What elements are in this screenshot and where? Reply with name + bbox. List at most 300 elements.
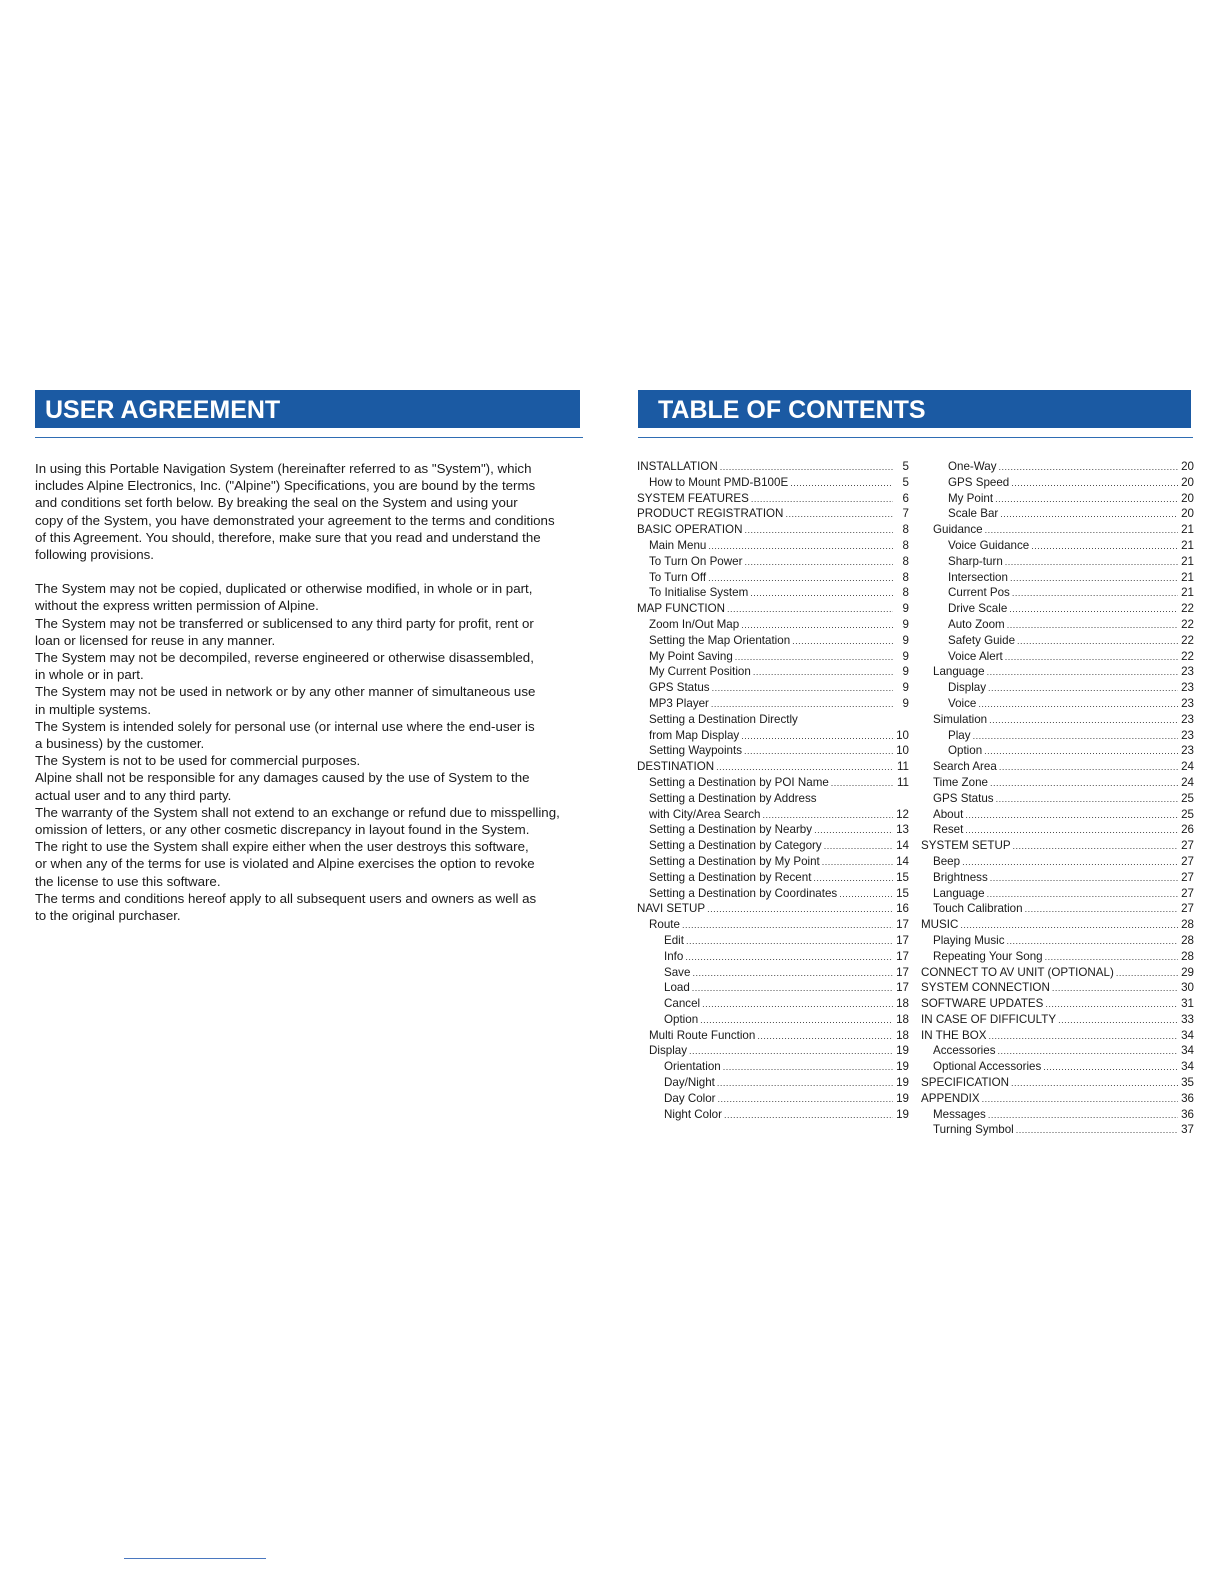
agreement-line: The System may not be copied, duplicated or otherwise modified, in whole or in part, (35, 581, 533, 597)
toc-entry[interactable] (637, 712, 909, 728)
agreement-line: in multiple systems. (35, 701, 152, 717)
toc-entry-page: 19 (896, 1044, 909, 1058)
toc-entry-label: Setting a Destination by Recent (649, 870, 812, 884)
toc-entry-page: 17 (896, 918, 909, 932)
toc-entry-page: 19 (896, 1060, 909, 1074)
toc-entry-page: 28 (1181, 949, 1194, 963)
agreement-line: includes Alpine Electronics, Inc. ("Alpine") Specifications, you are bound by the terms (35, 478, 536, 494)
toc-entry[interactable] (921, 917, 1194, 933)
toc-entry[interactable] (637, 601, 909, 617)
toc-entry-label: Setting a Destination by My Point (649, 854, 820, 868)
toc-entry-page: 27 (1181, 854, 1194, 868)
toc-leader-dots (1011, 476, 1178, 492)
toc-entry[interactable] (921, 822, 1194, 838)
toc-entry[interactable] (921, 933, 1194, 949)
toc-leader-dots (700, 1013, 893, 1029)
table-of-contents-heading: TABLE OF CONTENTS (638, 390, 1191, 428)
agreement-line: The System is intended solely for personal use (or internal use where the end-user is (35, 718, 535, 734)
toc-entry[interactable] (921, 633, 1194, 649)
toc-leader-dots (960, 918, 1178, 934)
toc-column-left (637, 459, 909, 1122)
toc-entry-page: 19 (896, 1091, 909, 1105)
toc-entry-page: 19 (896, 1076, 909, 1090)
toc-entry[interactable] (921, 838, 1194, 854)
toc-entry-page: 36 (1181, 1091, 1194, 1105)
toc-entry-label: My Point Saving (649, 649, 733, 663)
toc-leader-dots (727, 602, 893, 618)
toc-entry[interactable] (921, 1012, 1194, 1028)
toc-leader-dots (984, 744, 1178, 760)
agreement-line: without the express written permission of Alpine. (35, 598, 319, 614)
toc-entry-page: 17 (896, 981, 909, 995)
toc-leader-dots (1000, 507, 1178, 523)
toc-entry-page: 22 (1181, 649, 1194, 663)
toc-leader-dots (792, 634, 893, 650)
toc-entry-page: 9 (902, 681, 909, 695)
toc-entry[interactable] (921, 696, 1194, 712)
toc-entry[interactable] (637, 949, 909, 965)
toc-entry[interactable] (921, 949, 1194, 965)
toc-leader-dots (989, 713, 1178, 729)
toc-entry-label: BASIC OPERATION (637, 523, 743, 537)
toc-entry[interactable] (637, 728, 909, 744)
toc-entry[interactable] (637, 1028, 909, 1044)
toc-leader-dots (990, 871, 1178, 887)
toc-leader-dots (1058, 1013, 1178, 1029)
toc-entry-label: GPS Status (649, 681, 710, 695)
toc-leader-dots (720, 460, 893, 476)
toc-entry-page: 21 (1181, 523, 1194, 537)
toc-entry-label: Voice (948, 696, 977, 710)
toc-entry-page: 25 (1181, 791, 1194, 805)
toc-entry-label: Info (664, 949, 684, 963)
toc-leader-dots (1031, 539, 1178, 555)
toc-entry-label: Simulation (933, 712, 988, 726)
toc-entry[interactable] (921, 775, 1194, 791)
toc-leader-dots (741, 729, 893, 745)
toc-leader-dots (1025, 902, 1178, 918)
toc-entry-page: 18 (896, 997, 909, 1011)
toc-entry[interactable] (921, 1075, 1194, 1091)
toc-leader-dots (965, 823, 1178, 839)
toc-entry[interactable] (637, 633, 909, 649)
toc-entry-label: INSTALLATION (637, 460, 718, 473)
toc-entry-label: Setting a Destination by Coordinates (649, 886, 838, 900)
toc-entry-label: Play (948, 728, 971, 742)
toc-leader-dots (744, 555, 893, 571)
toc-entry[interactable] (637, 1107, 909, 1123)
toc-entry[interactable] (637, 664, 909, 680)
toc-leader-dots (978, 697, 1178, 713)
user-agreement-body (35, 460, 585, 924)
toc-entry[interactable] (921, 712, 1194, 728)
toc-entry-label: from Map Display (649, 728, 740, 742)
toc-entry-page: 24 (1181, 775, 1194, 789)
toc-entry-page: 26 (1181, 823, 1194, 837)
toc-leader-dots (1045, 997, 1178, 1013)
toc-leader-dots (692, 981, 893, 997)
toc-entry-page: 8 (902, 523, 909, 537)
toc-entry-page: 21 (1181, 586, 1194, 600)
toc-entry[interactable] (921, 791, 1194, 807)
toc-entry-page: 11 (896, 775, 909, 789)
toc-entry[interactable] (637, 1091, 909, 1107)
toc-entry[interactable] (637, 1043, 909, 1059)
toc-leader-dots (995, 492, 1178, 508)
agreement-intro (35, 460, 585, 563)
toc-leader-dots (716, 760, 893, 776)
toc-entry-page: 28 (1181, 918, 1194, 932)
toc-entry[interactable] (637, 459, 909, 475)
toc-entry-label: APPENDIX (921, 1091, 980, 1105)
toc-entry-label: Beep (933, 854, 961, 868)
toc-entry[interactable] (921, 886, 1194, 902)
toc-entry-page: 23 (1181, 744, 1194, 758)
toc-entry-page: 14 (896, 854, 909, 868)
agreement-provisions (35, 580, 585, 924)
toc-leader-dots (982, 1092, 1178, 1108)
toc-leader-dots (757, 1029, 893, 1045)
toc-entry-page: 30 (1181, 981, 1194, 995)
toc-entry-page: 13 (896, 823, 909, 837)
toc-entry-label: Scale Bar (948, 507, 999, 521)
toc-entry-label: Option (948, 744, 983, 758)
toc-entry-label: Setting Waypoints (649, 744, 743, 758)
toc-entry[interactable] (637, 570, 909, 586)
toc-entry-label: MUSIC (921, 918, 959, 932)
toc-entry-page: 27 (1181, 839, 1194, 853)
toc-entry-label: IN CASE OF DIFFICULTY (921, 1012, 1057, 1026)
toc-leader-dots (790, 476, 893, 492)
toc-entry[interactable] (637, 980, 909, 996)
toc-leader-dots (965, 808, 1178, 824)
toc-entry[interactable] (637, 522, 909, 538)
toc-entry[interactable] (637, 617, 909, 633)
toc-entry-label: Guidance (933, 523, 983, 537)
toc-column-right (921, 459, 1194, 1138)
toc-entry-page: 15 (896, 870, 909, 884)
toc-leader-dots (708, 571, 893, 587)
toc-entry-label: My Point (948, 491, 994, 505)
agreement-line: and conditions set forth below. By breaking the seal on the System and using your (35, 495, 518, 511)
agreement-line: copy of the System, you have demonstrated your agreement to the terms and conditions (35, 512, 555, 528)
toc-entry-label: Night Color (664, 1107, 722, 1121)
toc-entry-label: MP3 Player (649, 696, 709, 710)
toc-entry-page: 23 (1181, 712, 1194, 726)
toc-entry-page: 9 (902, 617, 909, 631)
toc-entry-label: GPS Speed (948, 475, 1010, 489)
toc-entry[interactable] (921, 459, 1194, 475)
toc-entry-label: Touch Calibration (933, 902, 1023, 916)
toc-leader-dots (985, 523, 1178, 539)
toc-entry-label: Language (933, 886, 985, 900)
toc-leader-dots (702, 997, 893, 1013)
toc-entry-page: 18 (896, 1028, 909, 1042)
toc-entry-label: Main Menu (649, 538, 707, 552)
toc-entry-label: Intersection (948, 570, 1008, 584)
toc-entry-label: Option (664, 1012, 699, 1026)
toc-entry-page: 9 (902, 649, 909, 663)
toc-entry[interactable] (921, 854, 1194, 870)
toc-entry[interactable] (637, 807, 909, 823)
agreement-line: Alpine shall not be responsible for any damages caused by the use of System to the (35, 770, 530, 786)
toc-entry-page: 23 (1181, 696, 1194, 710)
toc-entry-label: MAP FUNCTION (637, 602, 726, 616)
toc-entry-label: Drive Scale (948, 602, 1008, 616)
toc-leader-dots (839, 887, 893, 903)
toc-entry[interactable] (921, 1059, 1194, 1075)
toc-entry[interactable] (637, 506, 909, 522)
toc-entry-page: 15 (896, 886, 909, 900)
toc-entry[interactable] (637, 585, 909, 601)
toc-entry[interactable] (637, 1075, 909, 1091)
agreement-line: to the original purchaser. (35, 908, 181, 924)
toc-entry-label: My Current Position (649, 665, 751, 679)
user-agreement-divider (35, 437, 583, 438)
table-of-contents-divider (638, 437, 1193, 438)
agreement-line: loan or licensed for reuse in any manner. (35, 632, 276, 648)
toc-entry[interactable] (637, 649, 909, 665)
toc-entry[interactable] (637, 870, 909, 886)
toc-entry-label: Voice Guidance (948, 538, 1030, 552)
toc-entry[interactable] (921, 1107, 1194, 1123)
toc-entry[interactable] (921, 585, 1194, 601)
toc-entry-page: 8 (902, 570, 909, 584)
toc-entry-label: Search Area (933, 760, 997, 774)
toc-entry-page: 20 (1181, 491, 1194, 505)
toc-leader-dots (1009, 602, 1178, 618)
agreement-line: The System may not be transferred or sublicensed to any third party for profit, rent or (35, 615, 534, 631)
toc-entry[interactable] (921, 554, 1194, 570)
toc-entry-label: Turning Symbol (933, 1123, 1014, 1137)
toc-entry-page: 27 (1181, 902, 1194, 916)
toc-leader-dots (686, 934, 893, 950)
toc-entry[interactable] (637, 965, 909, 981)
toc-entry[interactable] (637, 475, 909, 491)
toc-entry-page: 6 (902, 491, 909, 505)
toc-entry[interactable] (637, 680, 909, 696)
toc-entry-page: 36 (1181, 1107, 1194, 1121)
agreement-line: The warranty of the System shall not extend to an exchange or refund due to misspelling, (35, 804, 560, 820)
toc-leader-dots (1007, 618, 1178, 634)
toc-entry[interactable] (637, 791, 909, 807)
toc-leader-dots (724, 1108, 893, 1124)
toc-leader-dots (1007, 934, 1178, 950)
toc-entry[interactable] (921, 901, 1194, 917)
toc-entry-label: Display (948, 681, 987, 695)
toc-entry[interactable] (637, 696, 909, 712)
toc-entry-page: 11 (896, 760, 909, 774)
toc-entry-page: 31 (1181, 997, 1194, 1011)
toc-entry[interactable] (921, 475, 1194, 491)
toc-entry[interactable] (921, 807, 1194, 823)
toc-entry-label: Load (664, 981, 690, 995)
toc-entry[interactable] (921, 965, 1194, 981)
toc-entry[interactable] (637, 822, 909, 838)
toc-entry[interactable] (921, 570, 1194, 586)
toc-leader-dots (1010, 571, 1178, 587)
toc-entry-page: 34 (1181, 1060, 1194, 1074)
toc-leader-dots (988, 681, 1178, 697)
toc-entry[interactable] (921, 980, 1194, 996)
toc-entry-label: Route (649, 918, 680, 932)
toc-leader-dots (744, 523, 893, 539)
toc-entry-label: Auto Zoom (948, 617, 1005, 631)
toc-entry[interactable] (637, 838, 909, 854)
toc-entry[interactable] (637, 743, 909, 759)
toc-entry-page: 8 (902, 554, 909, 568)
toc-entry-page: 16 (896, 902, 909, 916)
toc-leader-dots (996, 792, 1178, 808)
toc-entry[interactable] (921, 680, 1194, 696)
toc-entry[interactable] (637, 886, 909, 902)
toc-entry-page: 7 (902, 507, 909, 521)
toc-entry[interactable] (637, 933, 909, 949)
toc-leader-dots (824, 839, 893, 855)
toc-leader-dots (813, 871, 893, 887)
toc-entry-page: 8 (902, 538, 909, 552)
toc-entry[interactable] (921, 1122, 1194, 1138)
toc-entry-label: Display (649, 1044, 688, 1058)
toc-leader-dots (1116, 966, 1178, 982)
agreement-line: The right to use the System shall expire either when the user destroys this software, (35, 839, 529, 855)
toc-entry-label: Orientation (664, 1060, 721, 1074)
agreement-line: the license to use this software. (35, 873, 221, 889)
toc-entry-label: One-Way (948, 460, 997, 473)
toc-leader-dots (822, 855, 893, 871)
toc-entry-page: 9 (902, 665, 909, 679)
toc-entry-label: SPECIFICATION (921, 1076, 1010, 1090)
toc-entry[interactable] (637, 491, 909, 507)
toc-entry-label: Repeating Your Song (933, 949, 1043, 963)
toc-entry-page: 29 (1181, 965, 1194, 979)
toc-entry-label: Zoom In/Out Map (649, 617, 740, 631)
toc-entry[interactable] (637, 854, 909, 870)
toc-entry-page: 37 (1181, 1123, 1194, 1137)
toc-entry[interactable] (637, 1059, 909, 1075)
toc-leader-dots (1012, 586, 1178, 602)
toc-entry-label: SYSTEM CONNECTION (921, 981, 1050, 995)
toc-entry[interactable] (637, 917, 909, 933)
toc-entry-label: Messages (933, 1107, 986, 1121)
toc-leader-dots (990, 776, 1178, 792)
toc-entry-page: 19 (896, 1107, 909, 1121)
toc-leader-dots (689, 1044, 893, 1060)
toc-entry-label: Cancel (664, 997, 701, 1011)
toc-leader-dots (753, 665, 893, 681)
toc-entry-label: SOFTWARE UPDATES (921, 997, 1044, 1011)
toc-entry-label: Brightness (933, 870, 988, 884)
toc-entry[interactable] (921, 491, 1194, 507)
toc-entry-page: 21 (1181, 554, 1194, 568)
toc-entry[interactable] (921, 538, 1194, 554)
toc-entry-label: Current Pos (948, 586, 1010, 600)
agreement-line: following provisions. (35, 547, 154, 563)
toc-leader-dots (1005, 555, 1178, 571)
toc-leader-dots (711, 697, 893, 713)
toc-entry[interactable] (637, 538, 909, 554)
toc-entry-label: SYSTEM SETUP (921, 839, 1011, 853)
toc-entry[interactable] (921, 649, 1194, 665)
toc-leader-dots (708, 539, 893, 555)
toc-entry-page: 35 (1181, 1076, 1194, 1090)
toc-entry[interactable] (921, 506, 1194, 522)
toc-entry-label: Time Zone (933, 775, 988, 789)
toc-entry-page: 17 (896, 933, 909, 947)
agreement-line: actual user and to any third party. (35, 787, 232, 803)
toc-entry[interactable] (921, 743, 1194, 759)
toc-entry[interactable] (637, 901, 909, 917)
toc-entry-label: To Turn On Power (649, 554, 743, 568)
toc-entry[interactable] (637, 554, 909, 570)
toc-entry-label: Sharp-turn (948, 554, 1003, 568)
toc-entry[interactable] (637, 996, 909, 1012)
toc-leader-dots (989, 1029, 1179, 1045)
toc-entry-label: Voice Alert (948, 649, 1003, 663)
toc-leader-dots (1005, 650, 1178, 666)
agreement-line: of this Agreement. You should, therefore, make sure that you read and understand the (35, 529, 541, 545)
toc-leader-dots (1011, 1076, 1178, 1092)
toc-entry-label: Setting the Map Orientation (649, 633, 791, 647)
toc-leader-dots (735, 650, 893, 666)
toc-entry[interactable] (921, 1091, 1194, 1107)
toc-leader-dots (814, 823, 893, 839)
toc-leader-dots (987, 887, 1178, 903)
toc-entry[interactable] (921, 522, 1194, 538)
toc-entry[interactable] (921, 870, 1194, 886)
toc-entry-page: 28 (1181, 933, 1194, 947)
toc-leader-dots (682, 918, 893, 934)
toc-leader-dots (962, 855, 1178, 871)
toc-entry-page: 20 (1181, 460, 1194, 473)
toc-entry[interactable] (637, 1012, 909, 1028)
toc-entry-page: 21 (1181, 538, 1194, 552)
toc-entry-page: 33 (1181, 1012, 1194, 1026)
toc-leader-dots (723, 1060, 893, 1076)
toc-entry[interactable] (921, 601, 1194, 617)
toc-entry[interactable] (921, 1028, 1194, 1044)
toc-leader-dots (741, 618, 893, 634)
agreement-line: The terms and conditions hereof apply to all subsequent users and owners as well as (35, 890, 537, 906)
toc-entry-label: Setting a Destination by Nearby (649, 823, 813, 837)
agreement-line: In using this Portable Navigation System (hereinafter referred to as "System"), which (35, 461, 532, 476)
toc-entry[interactable] (921, 664, 1194, 680)
toc-entry-label: SYSTEM FEATURES (637, 491, 749, 505)
toc-entry[interactable] (921, 728, 1194, 744)
toc-entry[interactable] (921, 759, 1194, 775)
toc-entry-label: Accessories (933, 1044, 996, 1058)
toc-entry[interactable] (921, 617, 1194, 633)
toc-entry-label: NAVI SETUP (637, 902, 706, 916)
agreement-line: The System is not to be used for commercial purposes. (35, 753, 361, 769)
toc-leader-dots (762, 808, 893, 824)
toc-entry[interactable] (637, 759, 909, 775)
toc-entry[interactable] (637, 775, 909, 791)
toc-entry-label: Setting a Destination Directly (649, 712, 798, 726)
toc-leader-dots (999, 760, 1178, 776)
toc-leader-dots (1045, 950, 1178, 966)
toc-entry-page: 17 (896, 965, 909, 979)
toc-entry[interactable] (921, 1043, 1194, 1059)
toc-leader-dots (718, 1092, 893, 1108)
toc-entry[interactable] (921, 996, 1194, 1012)
toc-leader-dots (685, 950, 893, 966)
toc-entry-label: Setting a Destination by Category (649, 839, 822, 853)
toc-entry-page: 10 (896, 728, 909, 742)
toc-entry-label: Reset (933, 823, 964, 837)
toc-entry-page: 17 (896, 949, 909, 963)
toc-leader-dots (1013, 839, 1178, 855)
